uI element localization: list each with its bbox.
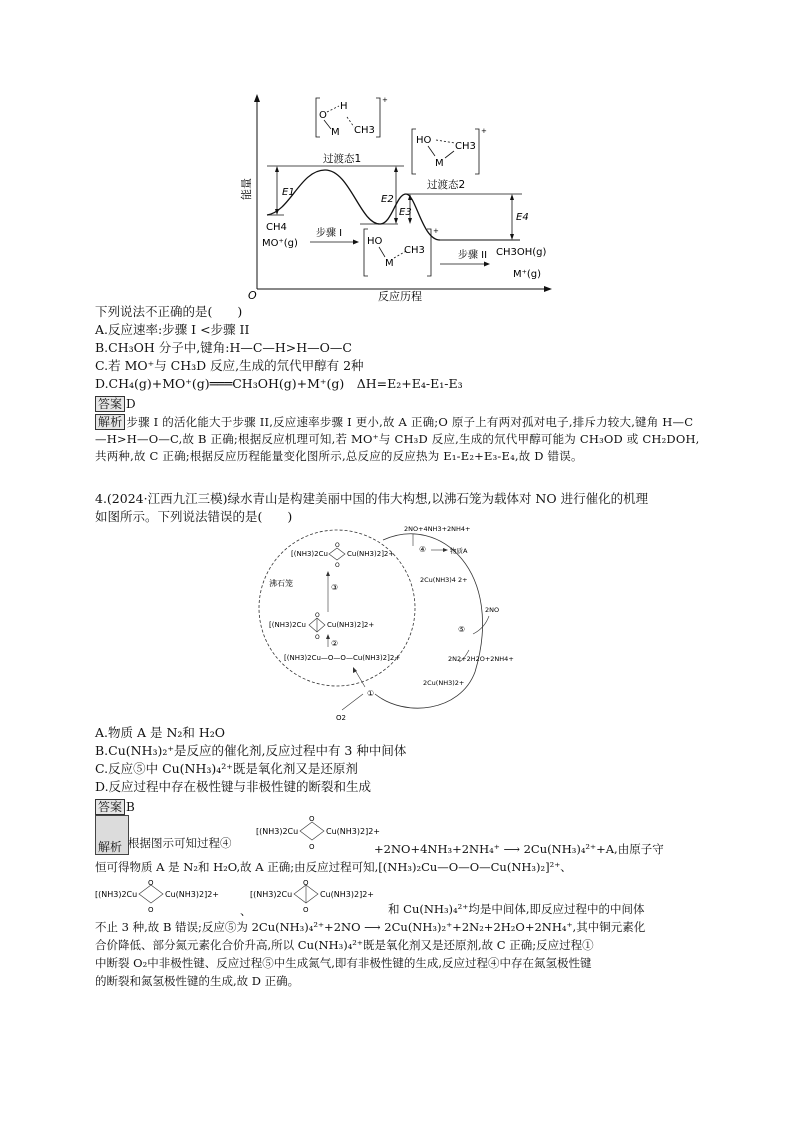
- ts1-structure: [316, 96, 388, 138]
- svg-text:HO: HO: [416, 135, 432, 146]
- top-dicopper-structure: [291, 542, 394, 569]
- answer-tag: 答案: [95, 396, 125, 412]
- q3-option-c: C.若 MO⁺与 CH₃D 反应,生成的氘代甲醇有 2种: [95, 358, 364, 373]
- q3-answer: D: [126, 397, 136, 411]
- svg-text:O: O: [303, 906, 309, 914]
- answer-tag: 答案: [95, 799, 125, 815]
- e4-label: E4: [516, 212, 529, 223]
- x-axis-label: 反应历程: [378, 290, 422, 303]
- ts2-label: 过渡态2: [427, 179, 466, 191]
- svg-text:[(NH3)2Cu: [(NH3)2Cu: [250, 890, 293, 899]
- q4-analysis-line2: 恒可得物质 A 是 N₂和 H₂O,故 A 正确;由反应过程可知,[(NH₃)₂Cu—O—O—Cu(NH₃)₂]²⁺、: [95, 860, 572, 874]
- substance-a: 物质A: [450, 547, 468, 555]
- q4-analysis-line1-cont: +2NO+4NH₃+2NH₄⁺ ⟶ 2Cu(NH₃)₄²⁺+A,由原子守: [374, 842, 664, 856]
- o2-input: O2: [336, 714, 346, 722]
- q3-option-a: A.反应速率:步骤 I <步骤 II: [95, 322, 250, 337]
- reactant-mo: MO⁺(g): [262, 238, 298, 249]
- analysis-tag: 解析: [95, 414, 125, 430]
- step1-marker: ①: [367, 689, 375, 698]
- q3-answer-row: [95, 396, 136, 412]
- q4-option-a: A.物质 A 是 N₂和 H₂O: [95, 725, 226, 740]
- step2-marker: ②: [331, 639, 339, 648]
- svg-text:Cu(NH3)2]2+: Cu(NH3)2]2+: [347, 550, 395, 558]
- svg-text:O: O: [315, 634, 320, 641]
- svg-text:O: O: [319, 110, 327, 121]
- inline-struct-1: [256, 812, 380, 852]
- q4-answer-row: [95, 799, 135, 815]
- svg-text:CH3: CH3: [354, 125, 375, 136]
- svg-text:CH3: CH3: [404, 245, 425, 256]
- peroxo-structure: [(NH3)2Cu—O—O—Cu(NH3)2]2+: [284, 654, 401, 662]
- q4-answer: B: [126, 800, 135, 814]
- q4-analysis-line7: 的断裂和氮氢极性键的生成,故 D 正确。: [95, 974, 300, 988]
- product-ch3oh: CH3OH(g): [496, 247, 547, 258]
- svg-text:[(NH3)2Cu: [(NH3)2Cu: [95, 890, 138, 899]
- intermediate-structure: [364, 227, 439, 276]
- reactant-ch4: CH4: [266, 222, 287, 233]
- ts1-label: 过渡态1: [323, 153, 362, 165]
- q4-analysis-line5: 合价降低、部分氮元素化合价升高,所以 Cu(NH₃)₄²⁺既是氧化剂又是还原剂,故 C 正确;反应过程①: [95, 938, 594, 952]
- q4-stem-line2: 如图所示。下列说法错误的是( ): [95, 509, 293, 524]
- q4-analysis-line4: 不止 3 种,故 B 错误;反应⑤为 2Cu(NH₃)₄²⁺+2NO ⟶ 2Cu(NH₃)₂⁺+2N₂+2H₂O+2NH₄⁺,其中铜元素化: [95, 920, 646, 934]
- step1-label: 步骤 I: [316, 228, 343, 239]
- svg-text:[(NH3)2Cu: [(NH3)2Cu: [256, 827, 299, 836]
- svg-text:[(NH3)2Cu: [(NH3)2Cu: [291, 550, 328, 558]
- q4-analysis-line3-sep: 、: [240, 904, 252, 918]
- svg-text:M: M: [385, 258, 394, 269]
- svg-text:Cu(NH3)2]2+: Cu(NH3)2]2+: [165, 890, 219, 899]
- q3-option-b: B.CH₃OH 分子中,键角:H—C—H>H—O—C: [95, 340, 352, 355]
- q4-option-b: B.Cu(NH₃)₂⁺是反应的催化剂,反应过程中有 3 种中间体: [95, 743, 407, 758]
- svg-text:Cu(NH3)2]2+: Cu(NH3)2]2+: [320, 890, 374, 899]
- svg-text:O: O: [148, 879, 154, 887]
- y-axis-label: 能量: [240, 178, 253, 200]
- svg-text:H: H: [340, 101, 348, 112]
- energy-profile-diagram: [230, 92, 560, 304]
- svg-text:O: O: [148, 906, 154, 914]
- svg-text:O: O: [315, 612, 320, 619]
- ts2-structure: [412, 127, 487, 174]
- svg-text:O: O: [309, 815, 315, 823]
- no-input: 2NO: [485, 606, 500, 614]
- svg-text:O: O: [303, 879, 309, 887]
- zeolite-mechanism-diagram: [255, 522, 530, 724]
- q4-option-d: D.反应过程中存在极性键与非极性键的断裂和生成: [95, 779, 372, 794]
- e2-label: E2: [381, 194, 394, 205]
- product-m: M⁺(g): [513, 269, 542, 280]
- origin-label: O: [248, 289, 257, 302]
- step5-marker: ⑤: [458, 625, 466, 634]
- svg-text:Cu(NH3)2]2+: Cu(NH3)2]2+: [327, 621, 375, 629]
- svg-text:O: O: [309, 843, 315, 851]
- cu4-species: 2Cu(NH3)4 2+: [420, 576, 468, 584]
- step4-input: 2NO+4NH3+2NH4+: [404, 525, 471, 533]
- middle-dicopper-structure: [269, 612, 374, 641]
- q4-analysis-line1: 根据图示可知过程④: [128, 836, 232, 850]
- q3-stem: 下列说法不正确的是( ): [95, 304, 243, 319]
- svg-text:M: M: [435, 158, 444, 169]
- q3-analysis: 解析 步骤 I 的活化能大于步骤 II,反应速率步骤 I 更小,故 A 正确;O 原子上有两对孤对电子,排斥力较大,键角 H—C—H>H—O—C,故 B 正确;根据反应机理可知,若 MO⁺与 CH₃D 反应,生成的氘代甲醇可能为 CH₃OD 或 CH₂DOH,共两种,故 C 正确;根据反应历程能量变化图所示,总反应的反应热为 E₁-E₂+E₃-E₄,故 D 错误。: [95, 415, 700, 463]
- step4-marker: ④: [419, 545, 427, 554]
- q4-option-c: C.反应⑤中 Cu(NH₃)₄²⁺既是氧化剂又是还原剂: [95, 761, 358, 776]
- q3-option-d: D.CH₄(g)+MO⁺(g)═══CH₃OH(g)+M⁺(g) ΔH=E₂+E₄-E₁-E₃: [95, 376, 463, 391]
- svg-text:O: O: [335, 542, 340, 549]
- cu2-species: 2Cu(NH3)2+: [423, 679, 465, 687]
- cage-label: 沸石笼: [269, 579, 293, 588]
- svg-text:[(NH3)2Cu: [(NH3)2Cu: [269, 621, 306, 629]
- e1-label: E1: [282, 187, 295, 198]
- svg-text:+: +: [481, 127, 487, 135]
- svg-text:O: O: [335, 562, 340, 569]
- svg-text:+: +: [382, 96, 388, 104]
- svg-text:M: M: [331, 127, 340, 138]
- q4-stem-line1: 4.(2024·江西九江三模)绿水青山是构建美丽中国的伟大构想,以沸石笼为载体对 NO 进行催化的机理: [95, 491, 649, 506]
- analysis-tag-block: 解析: [95, 815, 129, 855]
- q4-analysis-line3-cont: 和 Cu(NH₃)₄²⁺均是中间体,即反应过程中的中间体: [388, 902, 645, 916]
- q4-analysis-line6: 中断裂 O₂中非极性键、反应过程⑤中生成氮气,即有非极性键的生成,反应过程④中存在氮氢极性键: [95, 956, 592, 970]
- inline-struct-2: [95, 878, 219, 918]
- inline-struct-3: [250, 878, 380, 918]
- svg-text:CH3: CH3: [455, 141, 476, 152]
- step3-marker: ③: [331, 583, 339, 592]
- svg-text:HO: HO: [367, 236, 383, 247]
- e3-label: E3: [399, 207, 412, 218]
- svg-text:Cu(NH3)2]2+: Cu(NH3)2]2+: [326, 827, 380, 836]
- step5-output: 2N2+2H2O+2NH4+: [448, 655, 514, 663]
- step2-label: 步骤 II: [458, 250, 488, 261]
- svg-text:+: +: [433, 227, 439, 235]
